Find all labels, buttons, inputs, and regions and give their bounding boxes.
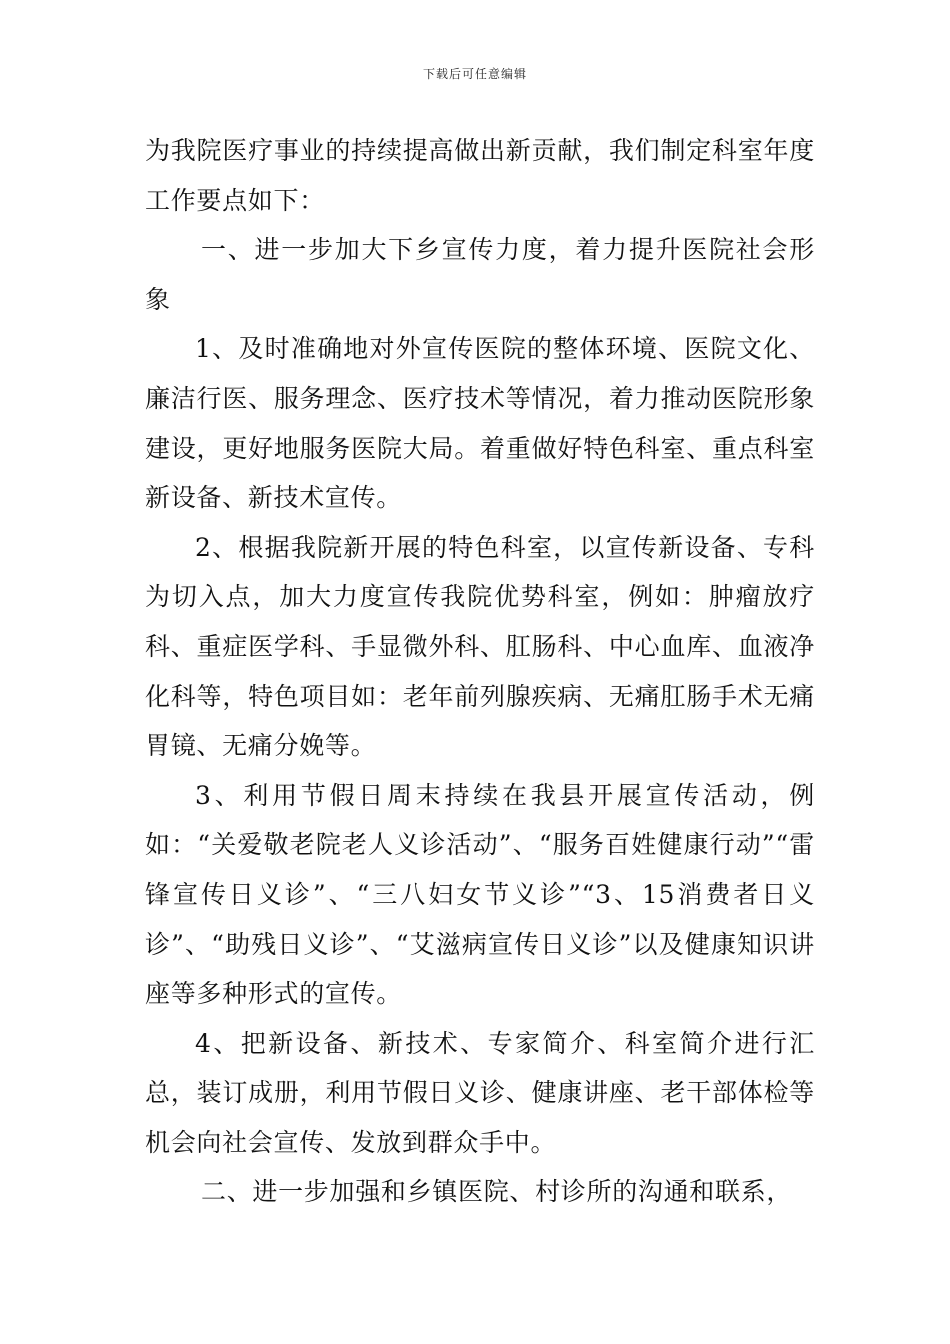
list-item-4: 4、把新设备、新技术、专家简介、科室简介进行汇总，装订成册，利用节假日义诊、健康讲座、老干部体检等机会向社会宣传、发放到群众手中。 xyxy=(145,1028,815,1157)
intro-paragraph: 为我院医疗事业的持续提高做出新贡献，我们制定科室年度工作要点如下： xyxy=(145,136,815,215)
section-heading-1: 一、进一步加大下乡宣传力度，着力提升医院社会形象 xyxy=(145,235,815,314)
list-item-1: 1、及时准确地对外宣传医院的整体环境、医院文化、廉洁行医、服务理念、医疗技术等情况，着力推动医院形象建设，更好地服务医院大局。着重做好特色科室、重点科室新设备、新技术宣传。 xyxy=(145,334,815,513)
page-header: 下载后可任意编辑 xyxy=(422,67,527,81)
list-item-3: 3、利用节假日周末持续在我县开展宣传活动，例如：“关爱敬老院老人义诊活动”、“服务百姓健康行动”“雷锋宣传日义诊”、“三八妇女节义诊”“3、15消费者日义诊”、“助残日义诊”、“艾滋病宣传日义诊”以及健康知识讲座等多种形式的宣传。 xyxy=(145,780,815,1009)
list-item-2: 2、根据我院新开展的特色科室，以宣传新设备、专科为切入点，加大力度宣传我院优势科室，例如：肿瘤放疗科、重症医学科、手显微外科、肛肠科、中心血库、血液净化科等，特色项目如：老年前列腺疾病、无痛肛肠手术无痛胃镜、无痛分娩等。 xyxy=(145,532,815,761)
document-body xyxy=(145,126,815,1217)
section-heading-2: 二、进一步加强和乡镇医院、村诊所的沟通和联系， xyxy=(201,1177,793,1207)
